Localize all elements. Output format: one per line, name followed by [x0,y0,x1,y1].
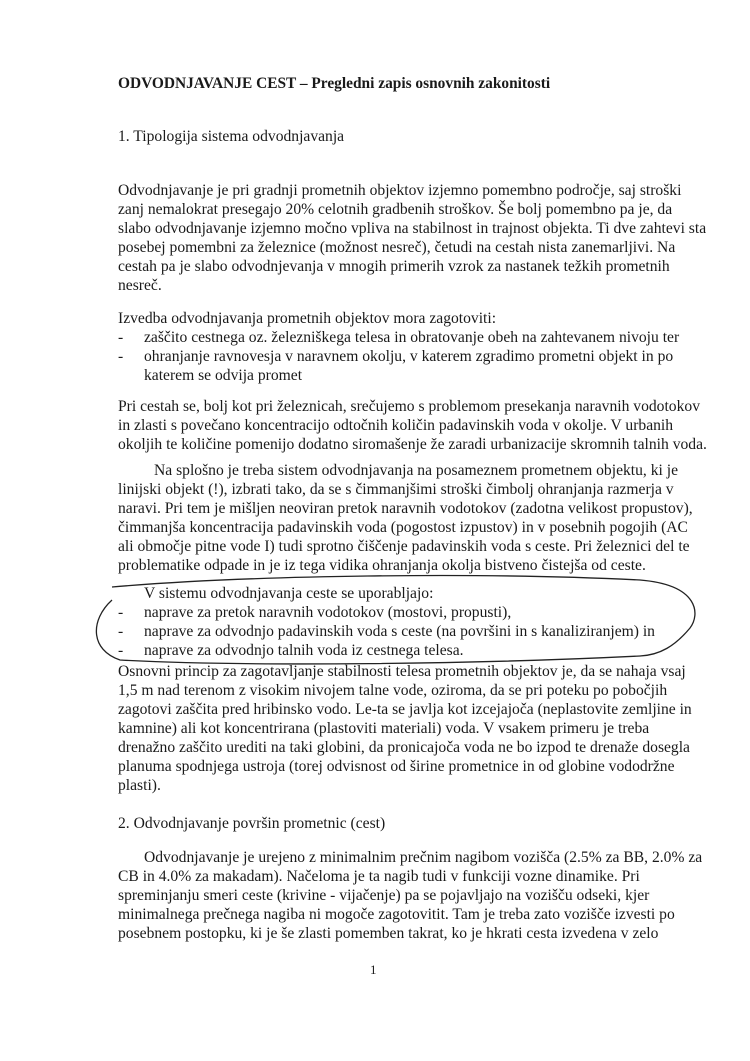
circled-list [118,584,718,660]
page-number: 1 [370,962,377,977]
text-line: minimalnega prečnega nagiba ni mogoče zagotovitit. Tam je treba zato vozišče izvesti po [118,906,675,923]
text-line: posebej pomembni za železnice (možnost nesreč), četudi na cestah nista zanemarljivi. Na [118,239,676,256]
text-line: Odvodnjavanje je pri gradnji prometnih objektov izjemno pomembno področje, saj stroški [118,182,682,199]
paragraph-5 [118,662,718,795]
text-line: spreminjanju smeri ceste (krivine - vijačenje) pa se pojavljajo na vozišču odseki, kjer [118,887,650,904]
text-line: čimmanjša koncentracija padavinskih voda (pogostost izpustov) in v posebnih pogojih (AC [118,519,688,536]
text-line: cestah pa je slabo odvodnjevanja v mnogih primerih vzrok za nastanek težkih prometnih [118,258,670,275]
list-item-text: naprave za pretok naravnih vodotokov (mostovi, propusti), [144,604,512,621]
bullet-dash: - [118,604,124,621]
list-item-text: naprave za odvodnjo talnih voda iz cestnega telesa. [144,642,464,659]
list-item [118,622,718,641]
text-line: kamnine) ali kot koncentrirana (plastoviti materiali) voda. V vsakem primeru je treba [118,720,650,737]
text-line: CB in 4.0% za makadam). Načeloma je ta nagib tudi v funkciji vozne dinamike. Pri [118,868,640,885]
paragraph-1 [118,181,718,295]
text-line: problematike odpade in je iz tega vidika ohranjanja okolja bistveno čistejša od ceste. [118,557,646,574]
bullet-dash: - [118,642,124,659]
text-line: drenažno zaščito urediti na taki globini, da pronicajoča voda ne bo izpod te drenaže dosegla [118,739,690,756]
text-line: Odvodnjavanje je urejeno z minimalnim prečnim nagibom vozišča (2.5% za BB, 2.0% za [144,849,703,866]
circled-list-intro: V sistemu odvodnjavanja ceste se uporabljajo: [144,585,434,602]
paragraph-2-list [118,309,718,385]
bullet-dash: - [118,329,124,346]
text-line: 1,5 m nad terenom z visokim nivojem talne vode, oziroma, da se pri poteku po pobočjih [118,682,668,699]
text-line: Osnovni princip za zagotavljanje stabilnosti telesa prometnih objektov je, da se nahaja vsaj [118,663,686,680]
list-item [118,641,718,660]
text-line: nesreč. [118,277,162,294]
text-line: Na splošno je treba sistem odvodnjavanja na posameznem prometnem objektu, ki je [154,462,678,479]
section-2-heading-block [118,814,718,833]
paragraph-6 [118,848,718,943]
text-line: ali območje pitne vode I) tudi sprotno čiščenje padavinskih voda s ceste. Pri železnici del te [118,538,690,555]
text-line: okoljih te količine pomenijo dodatno siromašenje že zaradi urbanizacije skromnih talnih voda. [118,436,707,453]
document-title-block [118,74,718,93]
text-line: zanj nemalokrat presegajo 20% celotnih gradbenih stroškov. Še bolj pomembno pa je, da [118,201,673,218]
text-line: slabo odvodnjavanje izjemno močno vpliva na stabilnost in trajnost objekta. Ti dve zahtevi sta [118,220,707,237]
list-item [118,328,718,347]
section-2-heading: 2. Odvodnjavanje površin prometnic (cest) [118,815,386,832]
bullet-dash: - [118,348,124,365]
section-1-heading-block [118,127,718,146]
paragraph-4 [118,461,718,575]
section-1-heading: 1. Tipologija sistema odvodnjavanja [118,128,345,145]
list-item-text: naprave za odvodnjo padavinskih voda s ceste (na površini in s kanaliziranjem) in [144,623,655,640]
list-item [118,603,718,622]
bullet-dash: - [118,623,124,640]
text-line: plasti). [118,777,161,794]
document-title: ODVODNJAVANJE CEST – Pregledni zapis osnovnih zakonitosti [118,75,551,92]
text-line: Pri cestah se, bolj kot pri železnicah, srečujemo s problemom presekanja naravnih vodotokov [118,398,700,415]
list-item [118,347,718,366]
text-line: naravi. Pri tem je mišljen neoviran pretok naravnih vodotokov (zadotna velikost propustov), [118,500,693,517]
list-item-continuation: katerem se odvija promet [144,367,303,384]
text-line: zagotovi zaščita pred hribinsko vodo. Le-ta se javlja kot izcejajoča (neplastovite zemljine in [118,701,692,718]
text-line: in zlasti s povečano koncentracijo odtočnih količin padavinskih voda v okolje. V urbanih [118,417,674,434]
list-item-text: ohranjanje ravnovesja v naravnem okolju, v katerem zgradimo prometni objekt in po [144,348,674,365]
list-intro: Izvedba odvodnjavanja prometnih objektov mora zagotoviti: [118,310,497,327]
paragraph-3 [118,397,718,454]
text-line: posebnem postopku, ki je še zlasti pomemben takrat, ko je hkrati cesta izvedena v zelo [118,925,659,942]
list-item-text: zaščito cestnega oz. železniškega telesa in obratovanje obeh na zahtevanem nivoju ter [144,329,680,346]
text-line: linijski objekt (!), izbrati tako, da se s čimmanjšimi stroški čimbolj ohranjanja razmerja v [118,481,674,498]
text-line: planuma spodnjega ustroja (torej odvisnost od širine prometnice in od globine vododržne [118,758,675,775]
